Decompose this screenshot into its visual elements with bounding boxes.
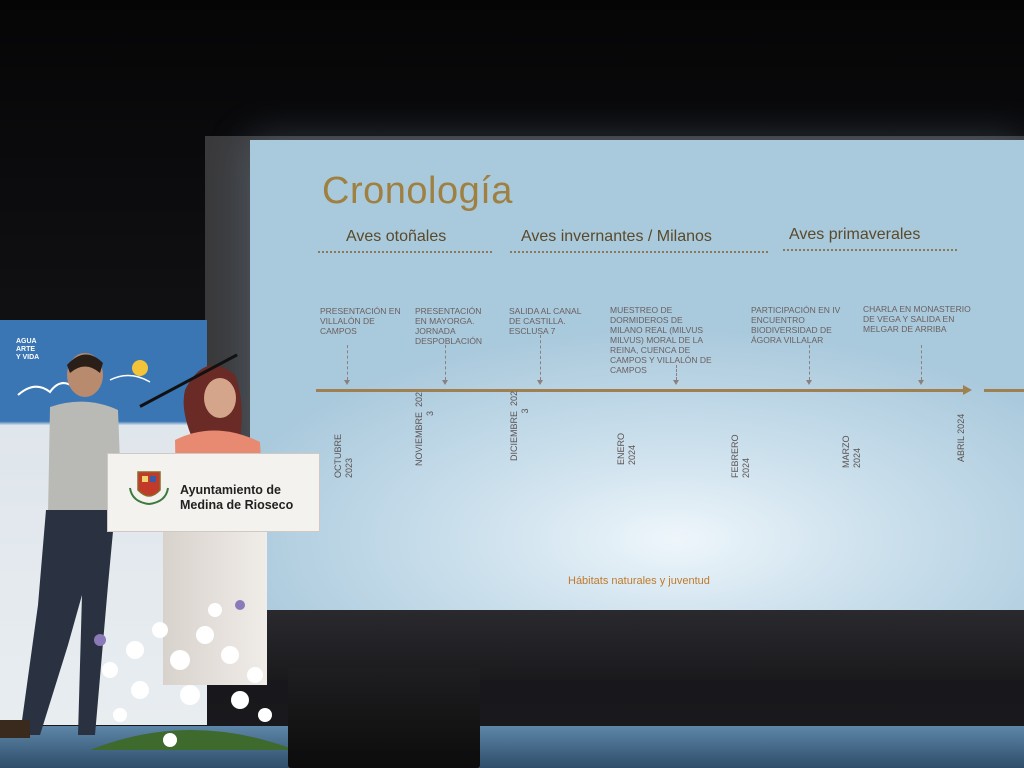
month-label: ENERO 2024	[616, 432, 637, 465]
month-label: DICIEMBRE 202 3	[509, 390, 530, 461]
podium-label	[180, 483, 293, 513]
event-arrow	[347, 345, 348, 380]
slide-title: Cronología	[322, 170, 513, 212]
event-text: PRESENTACIÓN EN MAYORGA. JORNADA DESPOBLACIÓN	[415, 306, 483, 346]
category-winter: Aves invernantes / Milanos	[521, 228, 712, 245]
month-label: FEBRERO 2024	[730, 434, 751, 478]
banner-line: AGUA	[16, 338, 37, 345]
month-label: OCTUBRE 2023	[333, 433, 354, 478]
category-divider	[783, 249, 957, 251]
podium-label-line: Ayuntamiento de	[180, 483, 281, 497]
timeline-extension	[984, 389, 1024, 392]
category-autumn: Aves otoñales	[346, 228, 447, 245]
category-spring: Aves primaverales	[789, 226, 921, 243]
event-arrow	[445, 345, 446, 380]
event-text: CHARLA EN MONASTERIO DE VEGA Y SALIDA EN MELGAR DE ARRIBA	[863, 304, 971, 334]
category-divider	[510, 251, 768, 253]
slide-footer: Hábitats naturales y juventud	[568, 575, 710, 587]
event-arrow	[540, 335, 541, 380]
podium-label-line: Medina de Rioseco	[180, 498, 294, 512]
event-text: MUESTREO DE DORMIDEROS DE MILANO REAL (MILVUS MILVUS) MORAL DE LA REINA, CUENCA DE CAMPOS Y VILLALÓN DE CAMPOS	[610, 305, 712, 375]
timeline-arrowhead	[963, 385, 972, 395]
event-arrow	[921, 345, 922, 380]
event-text: SALIDA AL CANAL DE CASTILLA. ESCLUSA 7	[509, 306, 582, 336]
month-label: MARZO 2024	[841, 435, 862, 468]
event-text: PRESENTACIÓN EN VILLALÓN DE CAMPOS	[320, 306, 401, 336]
banner-line: Y VIDA	[16, 354, 40, 361]
flower-arrangement	[80, 590, 300, 760]
category-divider	[318, 251, 492, 253]
month-label: NOVIEMBRE 202 3	[414, 391, 435, 466]
event-arrow	[809, 345, 810, 380]
event-arrow	[676, 365, 677, 380]
event-text: PARTICIPACIÓN EN IV ENCUENTRO BIODIVERSIDAD DE ÁGORA VILLALAR	[751, 305, 841, 345]
month-label: ABRIL 2024	[956, 413, 966, 462]
stage-monitor-speaker	[288, 668, 480, 768]
banner-line: ARTE	[16, 346, 36, 353]
coat-of-arms	[128, 468, 170, 506]
